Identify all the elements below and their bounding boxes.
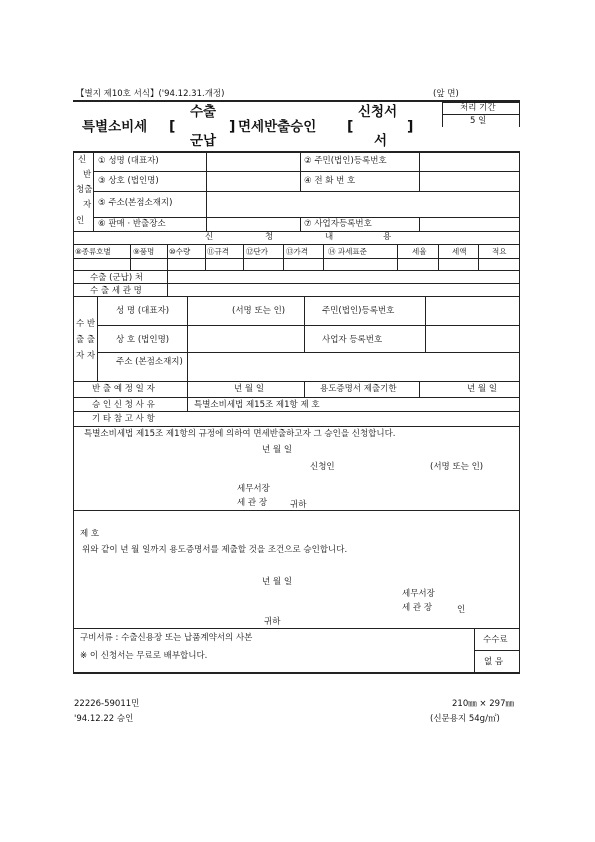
approval-official-tax-office: 세무서장 — [402, 589, 435, 599]
form-code: 22226-59011민 — [74, 699, 140, 709]
declaration-recipient-tax-office: 세무서장 — [237, 484, 270, 494]
title-middle: 면세반출승인 — [238, 119, 317, 135]
approval-number: 제 호 — [80, 529, 100, 539]
applicant-phone-label: ④ 전 화 번 호 — [304, 176, 356, 186]
free-distribution-note: ※ 이 신청서는 무료로 배부합니다. — [80, 651, 208, 661]
receiver-resident-number-label: 주민(법인)등록번호 — [322, 306, 395, 316]
title-option-application: 신청서 — [358, 104, 398, 120]
fee-value: 없 음 — [484, 657, 504, 667]
declaration-sign-label: (서명 또는 인) — [430, 462, 484, 472]
applicant-sales-place-label: ⑥ 판매 · 반출장소 — [98, 219, 166, 229]
paper-size: 210㎜ × 297㎜ — [452, 699, 514, 709]
applicant-name-label: ① 성명 (대표자) — [98, 156, 159, 166]
form-number: 【별지 제10호 서식】('94.12.31.개정) — [76, 89, 225, 99]
title-bracket-close-1: ] — [229, 119, 236, 135]
fee-label: 수수료 — [483, 635, 508, 645]
approval-date: 년 월 일 — [262, 577, 293, 587]
receiver-name-label: 성 명 (대표자) — [116, 306, 170, 316]
receiver-sign-label: (서명 또는 인) — [232, 306, 286, 316]
title-bracket-open-1: [ — [169, 119, 176, 135]
page-side-label: (앞 면) — [433, 89, 459, 99]
declaration-applicant-label: 신청인 — [310, 462, 335, 472]
applicant-trade-name-label: ③ 상호 (법인명) — [98, 176, 159, 186]
approval-honorific: 귀하 — [264, 617, 281, 627]
approval-text: 위와 같이 년 월 일까지 용도증명서를 제출할 것을 조건으로 승인합니다. — [82, 545, 348, 555]
paper-type: (신문용지 54g/㎡) — [430, 714, 500, 724]
declaration-honorific: 귀하 — [290, 500, 307, 510]
approval-seal-label: 인 — [457, 605, 466, 615]
shipment-date-value: 년 월 일 — [234, 384, 265, 394]
approval-official-customs: 세 관 장 — [402, 603, 433, 613]
receiver-address-label: 주소 (본점소재지) — [116, 357, 183, 367]
receiver-business-number-label: 사업자 등록번호 — [322, 335, 383, 345]
title-bracket-close-2: ] — [407, 119, 414, 135]
approval-date-caption: '94.12.22 승인 — [74, 714, 134, 724]
export-customs-office-label: 수 출 세 관 명 — [90, 286, 142, 296]
applicant-address-label: ⑤ 주소(본점소재지) — [98, 198, 173, 208]
processing-period-value: 5 일 — [470, 116, 487, 126]
processing-period-label: 처리 기간 — [460, 103, 496, 113]
title-option-military: 군납 — [190, 133, 217, 149]
declaration-date: 년 월 일 — [262, 445, 293, 455]
applicant-business-number-label: ⑦ 사업자등록번호 — [304, 219, 372, 229]
receiver-trade-name-label: 상 호 (법인명) — [116, 335, 170, 345]
title-option-document: 서 — [374, 133, 388, 149]
export-destination-label: 수출 (군납) 처 — [90, 273, 144, 283]
declaration-text: 특별소비세법 제15조 제1항의 규정에 의하여 면세반출하고자 그 승인을 신청합니다. — [84, 429, 396, 439]
title-bracket-open-2: [ — [347, 119, 354, 135]
approval-reason-value: 특별소비세법 제15조 제1항 제 호 — [194, 400, 320, 410]
title-option-export: 수출 — [190, 104, 217, 120]
approval-reason-label: 승 인 신 청 사 유 — [92, 400, 155, 410]
certificate-deadline-label: 용도증명서 제출기한 — [320, 384, 397, 394]
required-documents: 구비서류 : 수출신용장 또는 납품계약서의 사본 — [80, 633, 253, 643]
applicant-resident-number-label: ② 주민(법인)등록번호 — [304, 156, 387, 166]
other-notes-label: 기 타 참 고 사 항 — [92, 414, 155, 424]
certificate-deadline-value: 년 월 일 — [467, 384, 498, 394]
shipment-date-label: 반 출 예 정 일 자 — [92, 384, 155, 394]
declaration-recipient-customs: 세 관 장 — [237, 498, 268, 508]
title-main-left: 특별소비세 — [82, 119, 148, 135]
